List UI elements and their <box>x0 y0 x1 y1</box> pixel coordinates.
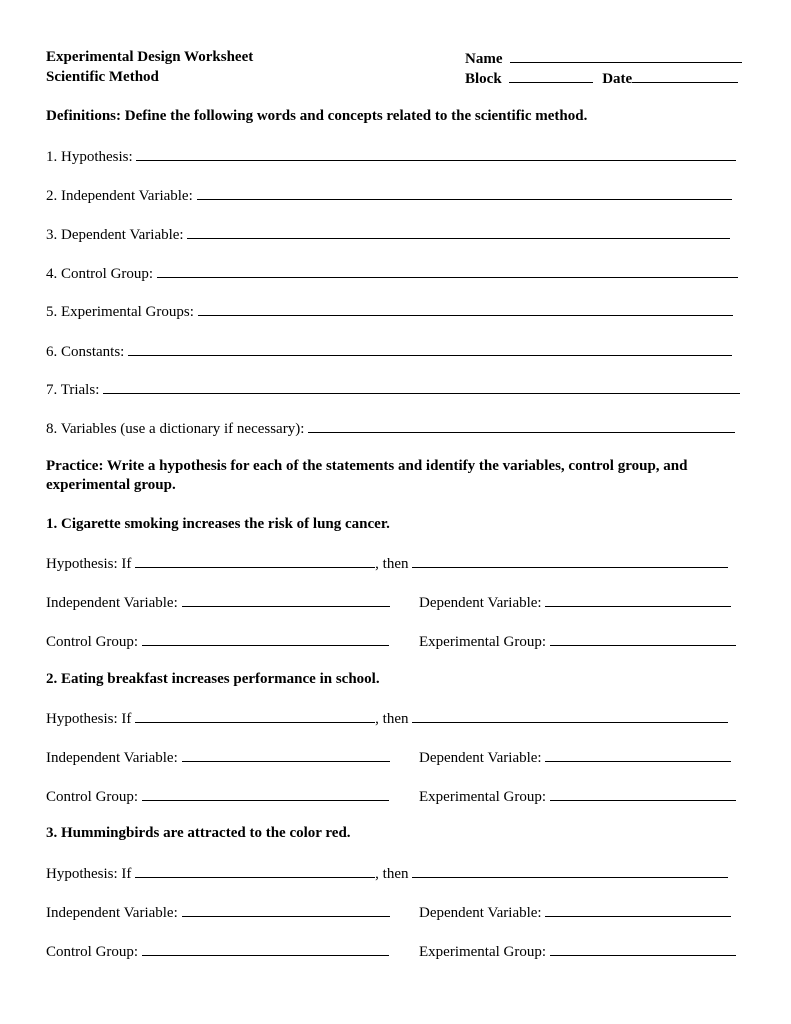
practice-statement: 2. Eating breakfast increases performance in school. <box>46 671 380 687</box>
independent-variable-blank[interactable] <box>182 592 390 607</box>
then-label: , then <box>375 556 409 572</box>
worksheet-title: Experimental Design Worksheet <box>46 49 254 65</box>
definition-item <box>46 185 732 205</box>
date-blank[interactable] <box>632 68 738 83</box>
definition-blank[interactable] <box>128 341 732 356</box>
control-group-blank[interactable] <box>142 631 389 646</box>
definitions-instructions: Definitions: Define the following words and concepts related to the scientific method. <box>46 108 588 124</box>
definition-blank[interactable] <box>198 301 733 316</box>
control-group-label: Control Group: <box>46 789 139 805</box>
independent-variable-label: Independent Variable: <box>46 750 178 766</box>
definition-blank[interactable] <box>197 185 732 200</box>
if-blank[interactable] <box>135 708 375 723</box>
block-date-row <box>465 68 738 88</box>
definition-blank[interactable] <box>308 418 735 433</box>
definition-blank[interactable] <box>157 263 738 278</box>
definition-blank[interactable] <box>136 146 736 161</box>
independent-variable-blank[interactable] <box>182 747 390 762</box>
variables-row <box>46 902 746 920</box>
then-blank[interactable] <box>412 863 728 878</box>
definition-label: 4. Control Group: <box>46 266 154 282</box>
definition-label: 1. Hypothesis: <box>46 149 133 165</box>
definition-item <box>46 224 730 244</box>
name-label: Name <box>465 51 503 67</box>
practice-statement: 3. Hummingbirds are attracted to the color red. <box>46 825 351 841</box>
then-blank[interactable] <box>412 553 728 568</box>
independent-variable-blank[interactable] <box>182 902 390 917</box>
hypothesis-if-label: Hypothesis: If <box>46 556 132 572</box>
variables-row <box>46 592 746 610</box>
definition-blank[interactable] <box>187 224 730 239</box>
dependent-variable-label: Dependent Variable: <box>419 750 542 766</box>
experimental-group-blank[interactable] <box>550 786 736 801</box>
definition-item <box>46 301 733 321</box>
then-label: , then <box>375 866 409 882</box>
control-group-label: Control Group: <box>46 944 139 960</box>
name-field-row <box>465 48 742 68</box>
control-group-blank[interactable] <box>142 786 389 801</box>
hypothesis-if-label: Hypothesis: If <box>46 711 132 727</box>
experimental-group-blank[interactable] <box>550 631 736 646</box>
dependent-variable-blank[interactable] <box>545 902 731 917</box>
independent-variable-label: Independent Variable: <box>46 595 178 611</box>
definition-item <box>46 379 740 399</box>
dependent-variable-label: Dependent Variable: <box>419 905 542 921</box>
experimental-group-label: Experimental Group: <box>419 789 547 805</box>
definition-label: 2. Independent Variable: <box>46 188 193 204</box>
dependent-variable-blank[interactable] <box>545 747 731 762</box>
experimental-group-blank[interactable] <box>550 941 736 956</box>
then-blank[interactable] <box>412 708 728 723</box>
variables-row <box>46 747 746 765</box>
block-label: Block <box>465 71 502 87</box>
dependent-variable-label: Dependent Variable: <box>419 595 542 611</box>
name-blank[interactable] <box>510 48 742 63</box>
hypothesis-row <box>46 553 728 573</box>
groups-row <box>46 786 746 804</box>
if-blank[interactable] <box>135 553 375 568</box>
date-label: Date <box>602 71 633 87</box>
hypothesis-row <box>46 708 728 728</box>
definition-label: 8. Variables (use a dictionary if necessary): <box>46 421 305 437</box>
block-blank[interactable] <box>509 68 593 83</box>
groups-row <box>46 631 746 649</box>
definition-label: 6. Constants: <box>46 344 125 360</box>
hypothesis-if-label: Hypothesis: If <box>46 866 132 882</box>
experimental-group-label: Experimental Group: <box>419 944 547 960</box>
control-group-blank[interactable] <box>142 941 389 956</box>
worksheet-subtitle: Scientific Method <box>46 69 159 85</box>
definition-item <box>46 418 735 438</box>
definition-item <box>46 146 736 166</box>
dependent-variable-blank[interactable] <box>545 592 731 607</box>
definition-item <box>46 341 732 361</box>
hypothesis-row <box>46 863 728 883</box>
practice-instructions-cont: experimental group. <box>46 477 176 493</box>
definition-label: 5. Experimental Groups: <box>46 304 194 320</box>
if-blank[interactable] <box>135 863 375 878</box>
definition-item <box>46 263 738 283</box>
practice-statement: 1. Cigarette smoking increases the risk of lung cancer. <box>46 516 390 532</box>
groups-row <box>46 941 746 959</box>
practice-instructions: Practice: Write a hypothesis for each of the statements and identify the variables, control group, and <box>46 458 688 474</box>
independent-variable-label: Independent Variable: <box>46 905 178 921</box>
experimental-group-label: Experimental Group: <box>419 634 547 650</box>
control-group-label: Control Group: <box>46 634 139 650</box>
definition-label: 3. Dependent Variable: <box>46 227 184 243</box>
then-label: , then <box>375 711 409 727</box>
definition-label: 7. Trials: <box>46 382 100 398</box>
definition-blank[interactable] <box>103 379 740 394</box>
